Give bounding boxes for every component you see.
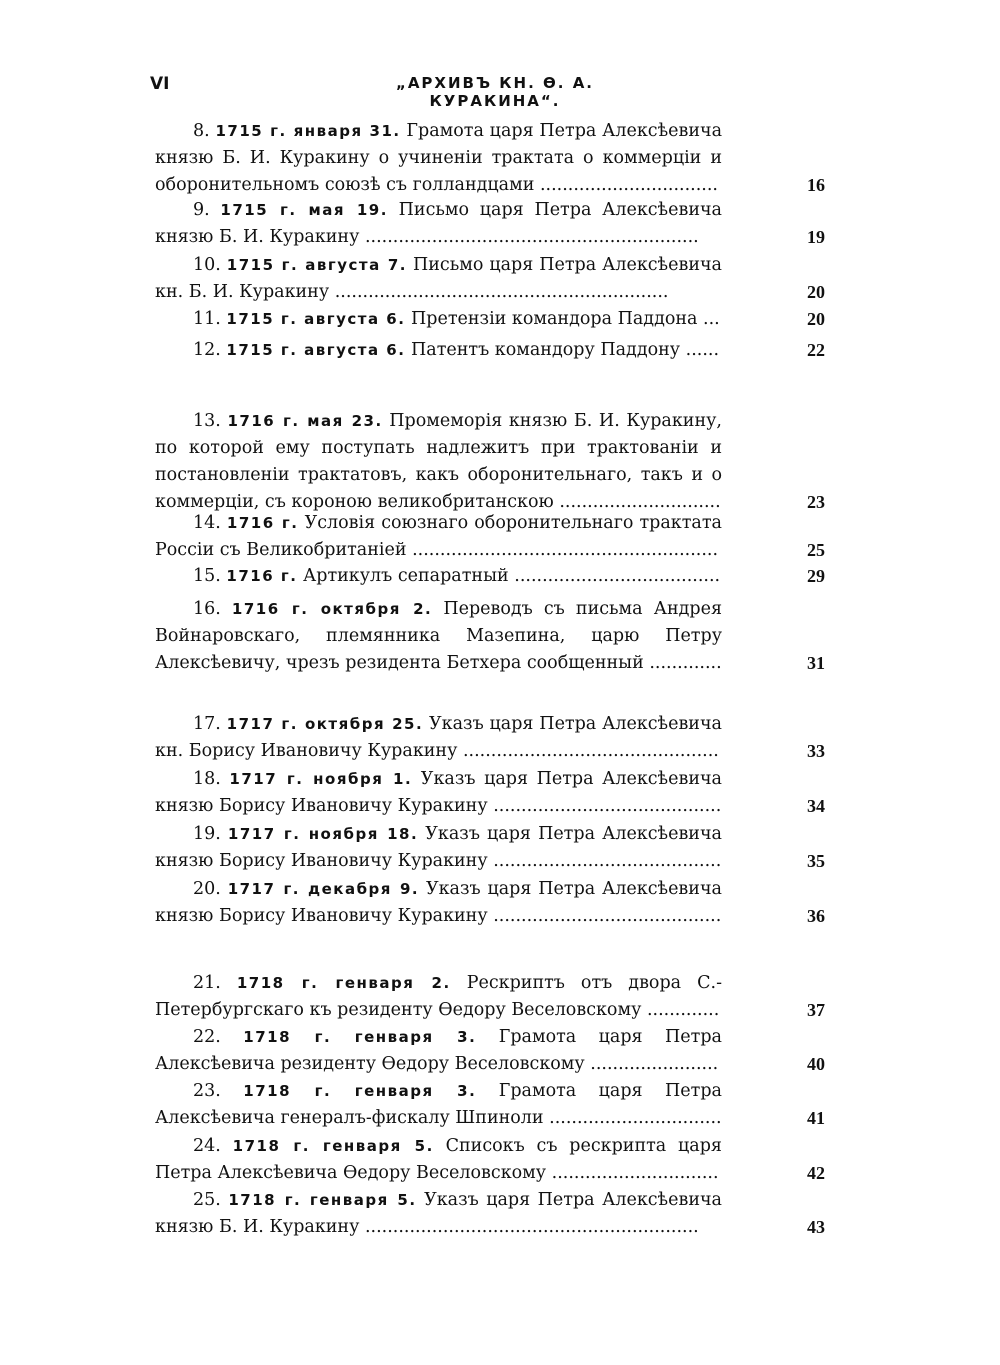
page-reference: 25	[807, 540, 825, 560]
entry-title: Промеморія князю Б. И. Куракину, по которой ему поступать надлежитъ при трактованіи и постановленіи трактатовъ, какъ оборонительнаго, такъ и о коммерціи, съ короною великобританскою	[155, 411, 722, 512]
entry-date: 1715 г. января 31.	[215, 122, 401, 140]
entry-title: Артикулъ сепаратный	[303, 566, 509, 586]
page-reference: 37	[807, 1000, 825, 1020]
page-reference: 43	[807, 1217, 825, 1237]
toc-entry	[155, 821, 825, 875]
toc-entry	[155, 563, 825, 590]
entry-title: Условія союзнаго оборонительнаго трактата Россіи съ Великобританіей	[155, 513, 722, 560]
toc-entry	[155, 510, 825, 564]
entry-date: 1717 г. ноября 18.	[227, 825, 419, 843]
toc-entry	[155, 876, 825, 930]
page-reference: 22	[807, 340, 825, 360]
entry-date: 1717 г. ноября 1.	[229, 770, 413, 788]
entry-date: 1715 г. мая 19.	[220, 201, 388, 219]
entry-date: 1718 г. генваря 5.	[232, 1137, 434, 1155]
page-reference: 20	[807, 309, 825, 329]
dot-leader: .........................................	[487, 851, 722, 871]
page-reference: 35	[807, 851, 825, 871]
dot-leader: .........................................	[487, 796, 722, 816]
page-number-roman: VI	[150, 74, 170, 94]
dot-leader: .............	[643, 653, 722, 673]
entry-title: Патентъ командору Паддону	[411, 340, 681, 360]
page-reference: 16	[807, 175, 825, 195]
entry-number: 21.	[193, 973, 237, 993]
toc-entry	[155, 1133, 825, 1187]
toc-entry	[155, 970, 825, 1024]
entry-date: 1718 г. генваря 5.	[228, 1191, 417, 1209]
entry-date: 1716 г. октября 2.	[231, 600, 433, 618]
toc-entry	[155, 306, 825, 333]
entry-number: 13.	[193, 411, 228, 431]
page-reference: 33	[807, 741, 825, 761]
entry-title: Грамота царя Петра Алексѣевича генералъ-фискалу Шпиноли	[155, 1081, 722, 1128]
entry-number: 24.	[193, 1136, 233, 1156]
dot-leader: ...	[697, 309, 720, 329]
toc-entry	[155, 252, 825, 306]
entry-title: Рескриптъ отъ двора С.-Петербургскаго къ резиденту Ѳедору Веселовскому	[155, 973, 722, 1020]
entry-date: 1717 г. октября 25.	[226, 715, 424, 733]
entry-title: Указъ царя Петра Алексѣевича кн. Борису Ивановичу Куракину	[155, 714, 722, 761]
toc-entry	[155, 118, 825, 199]
entry-number: 16.	[193, 599, 232, 619]
dot-leader: ..............................	[546, 1163, 719, 1183]
dot-leader: ......	[680, 340, 720, 360]
toc-entry	[155, 1024, 825, 1078]
entry-date: 1718 г. генваря 3.	[243, 1028, 477, 1046]
dot-leader: ............................................................	[329, 282, 669, 302]
toc-entry	[155, 337, 825, 364]
entry-number: 15.	[193, 566, 227, 586]
entry-date: 1715 г. августа 6.	[226, 341, 406, 359]
toc-entry	[155, 766, 825, 820]
dot-leader: .........................................	[487, 906, 722, 926]
entry-number: 20.	[193, 879, 228, 899]
entry-date: 1716 г.	[226, 567, 298, 585]
dot-leader: .............................	[553, 492, 721, 512]
entry-date: 1715 г. августа 6.	[226, 310, 406, 328]
toc-entry	[155, 596, 825, 677]
entry-title: Указъ царя Петра Алексѣевича князю Борису Ивановичу Куракину	[155, 824, 722, 871]
running-title: „АРХИВЪ КН. Ѳ. А. КУРАКИНА“.	[395, 74, 595, 110]
toc-entry	[155, 1187, 825, 1241]
entry-number: 25.	[193, 1190, 229, 1210]
entry-number: 18.	[193, 769, 230, 789]
entry-date: 1717 г. декабря 9.	[227, 880, 420, 898]
toc-entry	[155, 1078, 825, 1132]
entry-number: 8.	[193, 121, 216, 141]
dot-leader: ............................................................	[359, 227, 699, 247]
dot-leader: ..............................................	[457, 741, 719, 761]
entry-title: Указъ царя Петра Алексѣевича князю Борису Ивановичу Куракину	[155, 769, 722, 816]
page-reference: 19	[807, 227, 825, 247]
entry-title: Грамота царя Петра Алексѣевича князю Б. И. Куракину о учиненіи трактата о коммерціи и оборонительномъ союзѣ съ голландцами	[155, 121, 722, 195]
entry-date: 1716 г. мая 23.	[227, 412, 383, 430]
entry-date: 1718 г. генваря 3.	[243, 1082, 477, 1100]
toc-entry	[155, 408, 825, 516]
page-reference: 36	[807, 906, 825, 926]
page-reference: 41	[807, 1108, 825, 1128]
entry-number: 9.	[193, 200, 221, 220]
entry-title: Указъ царя Петра Алексѣевича князю Борису Ивановичу Куракину	[155, 879, 722, 926]
entry-number: 12.	[193, 340, 227, 360]
page-reference: 40	[807, 1054, 825, 1074]
entry-date: 1718 г. генваря 2.	[236, 974, 451, 992]
entry-number: 10.	[193, 255, 227, 275]
entry-number: 14.	[193, 513, 227, 533]
page-header	[150, 74, 830, 110]
page-reference: 34	[807, 796, 825, 816]
dot-leader: ................................	[534, 175, 718, 195]
page-reference: 23	[807, 492, 825, 512]
entry-number: 17.	[193, 714, 227, 734]
entry-number: 22.	[193, 1027, 244, 1047]
entry-title: Грамота царя Петра Алексѣевича резиденту Ѳедору Веселовскому	[155, 1027, 722, 1074]
entry-title: Письмо царя Петра Алексѣевича кн. Б. И. Куракину	[155, 255, 722, 302]
dot-leader: .......................	[584, 1054, 719, 1074]
entry-title: Письмо царя Петра Алексѣевича князю Б. И. Куракину	[155, 200, 722, 247]
entry-date: 1716 г.	[226, 514, 299, 532]
page-reference: 42	[807, 1163, 825, 1183]
dot-leader: .....................................	[508, 566, 721, 586]
dot-leader: .......................................................	[406, 540, 719, 560]
toc-entry	[155, 197, 825, 251]
page-reference: 29	[807, 566, 825, 586]
dot-leader: ...............................	[543, 1108, 722, 1128]
entry-title: Списокъ съ рескрипта царя Петра Алексѣевича Ѳедору Веселовскому	[155, 1136, 722, 1183]
entry-number: 11.	[193, 309, 227, 329]
page-reference: 31	[807, 653, 825, 673]
entry-number: 23.	[193, 1081, 244, 1101]
entry-title: Указъ царя Петра Алексѣевича князю Б. И. Куракину	[155, 1190, 722, 1237]
dot-leader: .............	[641, 1000, 720, 1020]
entry-number: 19.	[193, 824, 228, 844]
page-reference: 20	[807, 282, 825, 302]
entry-title: Переводъ съ письма Андрея Войнаровскаго, племянника Мазепина, царю Петру Алексѣевичу, чрезъ резидента Бетхера сообщенный	[155, 599, 722, 673]
entry-title: Претензіи командора Паддона	[411, 309, 698, 329]
entry-date: 1715 г. августа 7.	[226, 256, 407, 274]
toc-entry	[155, 711, 825, 765]
dot-leader: ............................................................	[359, 1217, 699, 1237]
